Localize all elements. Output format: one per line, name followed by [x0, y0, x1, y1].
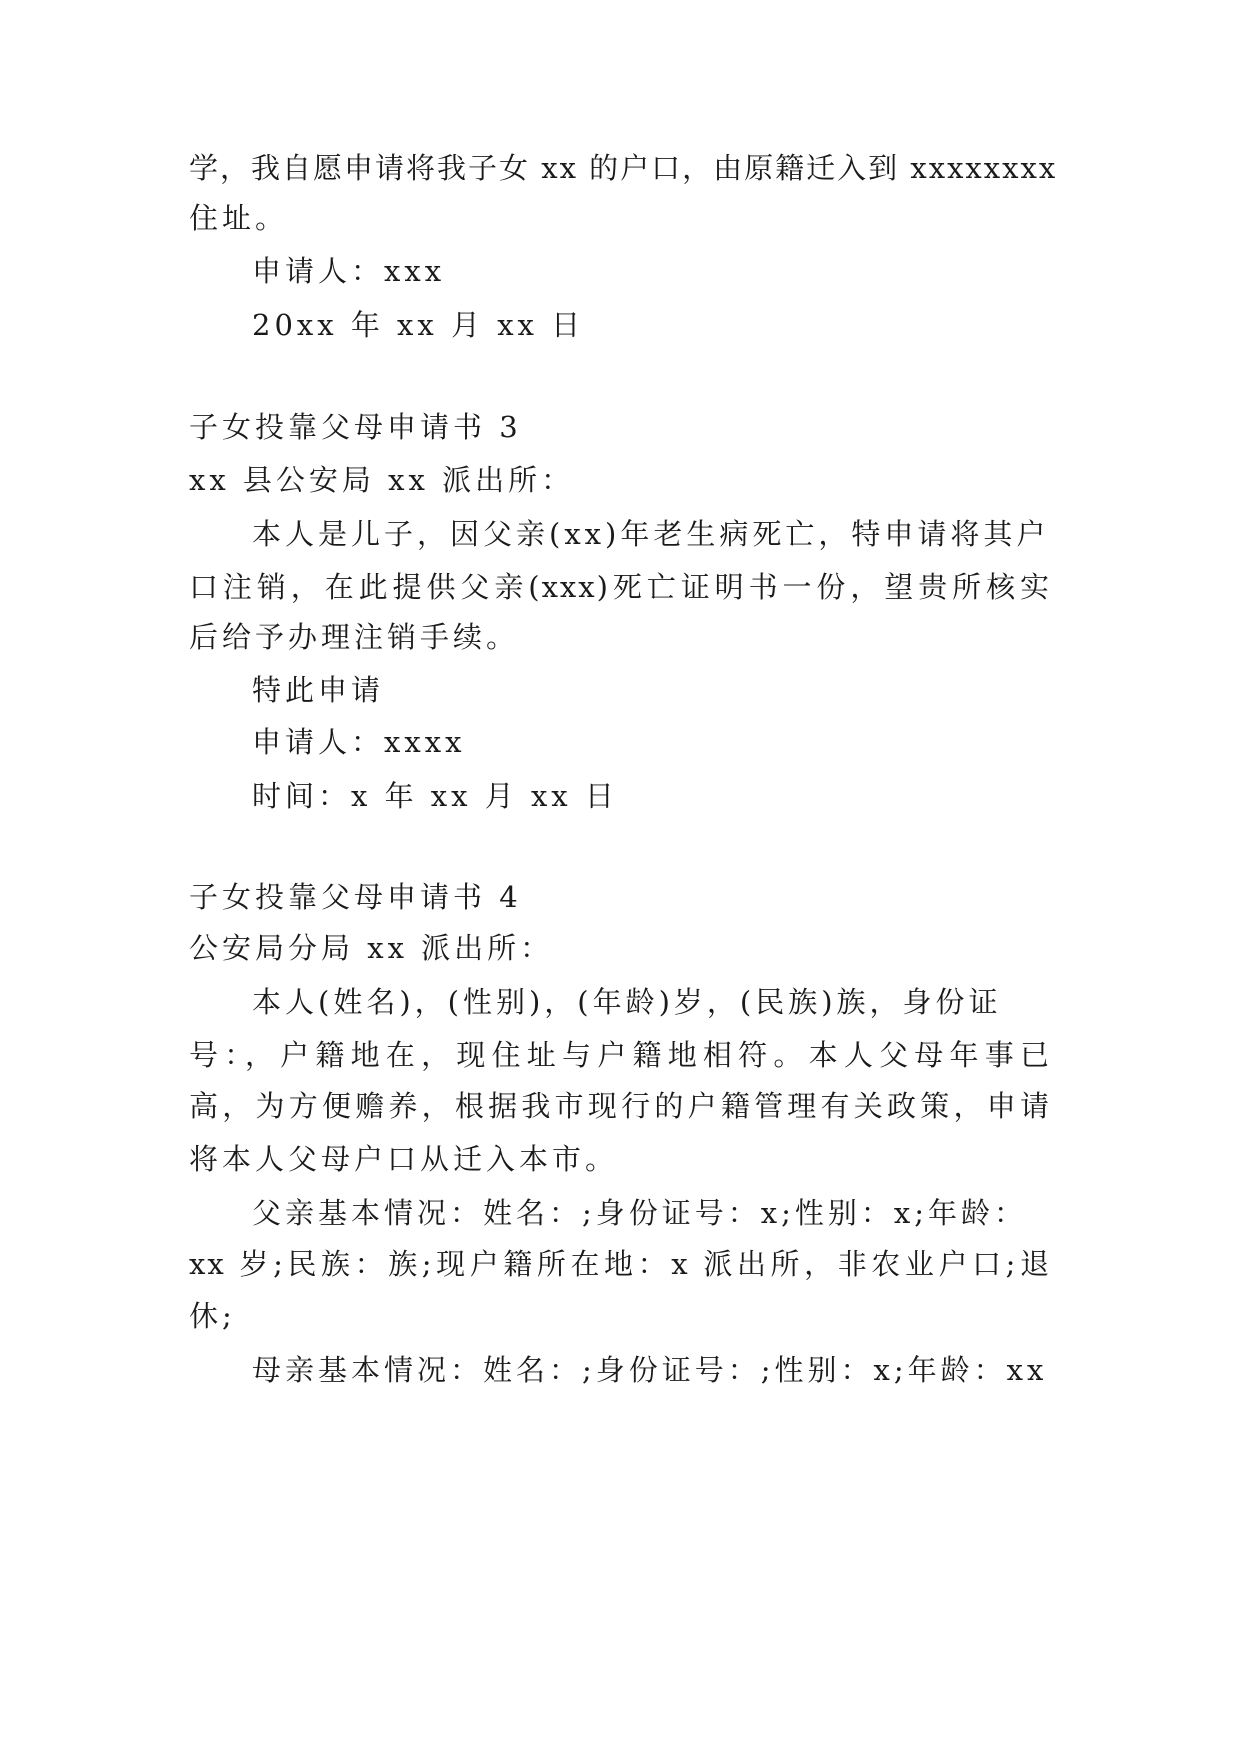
paragraph-line: 后给予办理注销手续。	[189, 620, 520, 654]
paragraph-line: 号：，户籍地在，现住址与户籍地相符。本人父母年事已	[189, 1038, 1051, 1072]
paragraph-line: 本人(姓名)，(性别)，(年龄)岁，(民族)族，身份证	[252, 985, 1002, 1019]
paragraph-line: 休;	[189, 1299, 236, 1333]
paragraph-line: 将本人父母户口从迁入本市。	[189, 1142, 619, 1176]
applicant-line: 申请人：xxx	[252, 254, 446, 288]
paragraph-line: 母亲基本情况：姓名：;身份证号：;性别：x;年龄：xx	[252, 1353, 1048, 1387]
addressee: 公安局分局 xx 派出所：	[189, 931, 554, 965]
date-line: 20xx 年 xx 月 xx 日	[252, 308, 585, 342]
paragraph-line: 父亲基本情况：姓名：;身份证号：x;性别：x;年龄：	[252, 1196, 1028, 1230]
applicant-line: 申请人：xxxx	[252, 725, 466, 759]
date-line: 时间：x 年 xx 月 xx 日	[252, 779, 618, 813]
closing-line: 特此申请	[252, 673, 385, 707]
paragraph-line: 高，为方便赡养，根据我市现行的户籍管理有关政策，申请	[189, 1089, 1051, 1123]
paragraph-line: 学，我自愿申请将我子女 xx 的户口，由原籍迁入到 xxxxxxxx	[189, 151, 1058, 185]
paragraph-line: 本人是儿子，因父亲(xx)年老生病死亡，特申请将其户	[252, 517, 1050, 551]
addressee: xx 县公安局 xx 派出所：	[189, 463, 575, 497]
section-title: 子女投靠父母申请书 3	[189, 410, 522, 444]
paragraph-line: xx 岁;民族：族;现户籍所在地：x 派出所，非农业户口;退	[189, 1247, 1051, 1281]
paragraph-line: 口注销，在此提供父亲(xxx)死亡证明书一份，望贵所核实	[189, 570, 1051, 604]
section-title: 子女投靠父母申请书 4	[189, 880, 522, 914]
paragraph-line: 住址。	[189, 201, 289, 235]
